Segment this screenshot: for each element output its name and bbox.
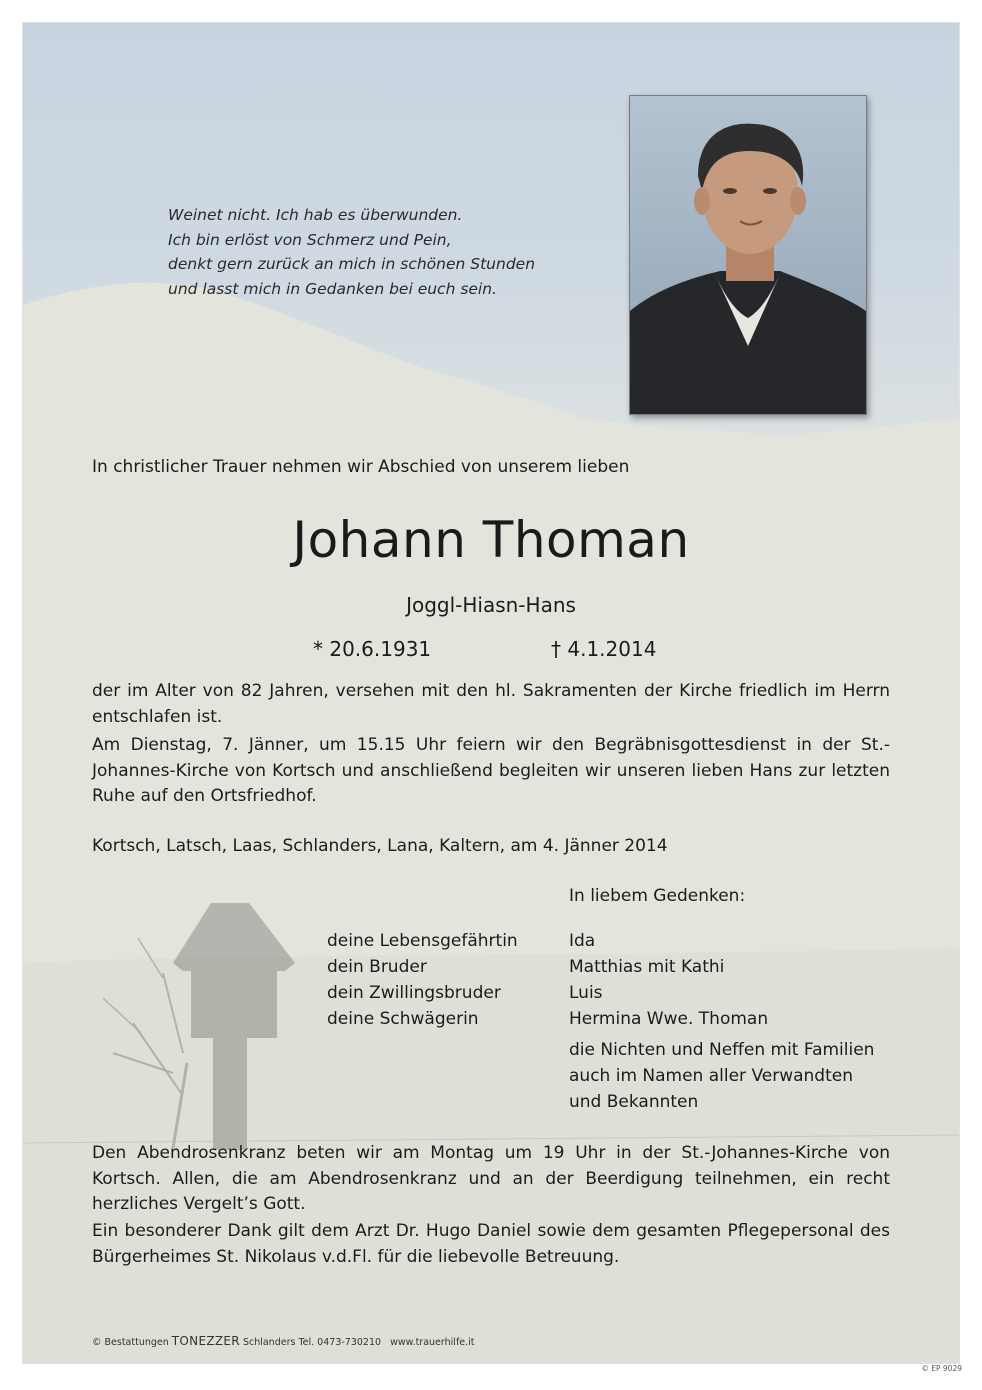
intro-text: In christlicher Trauer nehmen wir Abschied von unserem lieben bbox=[92, 457, 630, 477]
poem-line: und lasst mich in Gedanken bei euch sein. bbox=[168, 279, 497, 298]
family-note-line: die Nichten und Neffen mit Familien bbox=[569, 1040, 875, 1060]
family-note bbox=[569, 1037, 874, 1115]
relation-label: dein Bruder bbox=[327, 957, 427, 977]
death-date: † 4.1.2014 bbox=[551, 637, 657, 661]
deceased-nickname: Joggl-Hiasn-Hans bbox=[406, 593, 576, 617]
footer-website: www.trauerhilfe.it bbox=[390, 1337, 475, 1348]
thanks-paragraph: Ein besonderer Dank gilt dem Arzt Dr. Hugo Daniel sowie dem gesamten Pflegepersonal des Bürgerheimes St. Nikolaus v.d.Fl. für die liebevolle Betreuung. bbox=[92, 1221, 890, 1267]
poem-line: Weinet nicht. Ich hab es überwunden. bbox=[168, 206, 463, 224]
relation-label: deine Lebensgefährtin bbox=[327, 931, 518, 951]
footer-brand: TONEZZER bbox=[171, 1334, 240, 1348]
footer-prefix: © Bestattungen bbox=[92, 1337, 169, 1348]
poem-line: denkt gern zurück an mich in schönen Stunden bbox=[168, 255, 536, 273]
rosary-paragraph: Den Abendrosenkranz beten wir am Montag um 19 Uhr in der St.-Johannes-Kirche von Kortsch. Allen, die am Abendrosenkranz und an der Beerdigung teilnehmen, ein recht herzliches Vergelt’s Gott. bbox=[92, 1143, 890, 1214]
passing-paragraph: der im Alter von 82 Jahren, versehen mit den hl. Sakramenten der Kirche friedlich im Herrn entschlafen ist. bbox=[92, 681, 890, 727]
poem bbox=[168, 203, 598, 301]
mourner-name: Ida bbox=[569, 931, 596, 951]
footer-phone: Tel. 0473-730210 bbox=[298, 1337, 382, 1348]
portrait-photo bbox=[629, 95, 867, 415]
mourner-names-column bbox=[569, 928, 768, 1032]
relation-label: dein Zwillingsbruder bbox=[327, 983, 501, 1003]
family-note-line: auch im Namen aller Verwandten bbox=[569, 1066, 853, 1086]
funeral-home-footer bbox=[92, 1334, 475, 1348]
deceased-name: Johann Thoman bbox=[292, 511, 690, 569]
birth-date: * 20.6.1931 bbox=[313, 637, 432, 661]
print-code: © EP 9029 bbox=[921, 1364, 962, 1373]
relation-label: deine Schwägerin bbox=[327, 1009, 479, 1029]
mourner-name: Matthias mit Kathi bbox=[569, 957, 725, 977]
mourner-name: Luis bbox=[569, 983, 603, 1003]
family-note-line: und Bekannten bbox=[569, 1092, 699, 1112]
relations-column bbox=[327, 928, 518, 1032]
footer-town: Schlanders bbox=[242, 1337, 296, 1348]
obituary-sheet bbox=[22, 22, 960, 1364]
mourners-heading: In liebem Gedenken: bbox=[569, 886, 746, 906]
places-date-line: Kortsch, Latsch, Laas, Schlanders, Lana, Kaltern, am 4. Jänner 2014 bbox=[92, 836, 668, 856]
funeral-paragraph: Am Dienstag, 7. Jänner, um 15.15 Uhr feiern wir den Begräbnisgottesdienst in der St.-Johannes-Kirche von Kortsch und anschließend begleiten wir unseren lieben Hans zur letzten Ruhe auf den Ortsfriedhof. bbox=[92, 735, 890, 806]
poem-line: Ich bin erlöst von Schmerz und Pein, bbox=[168, 230, 452, 249]
mourner-name: Hermina Wwe. Thoman bbox=[569, 1009, 769, 1029]
